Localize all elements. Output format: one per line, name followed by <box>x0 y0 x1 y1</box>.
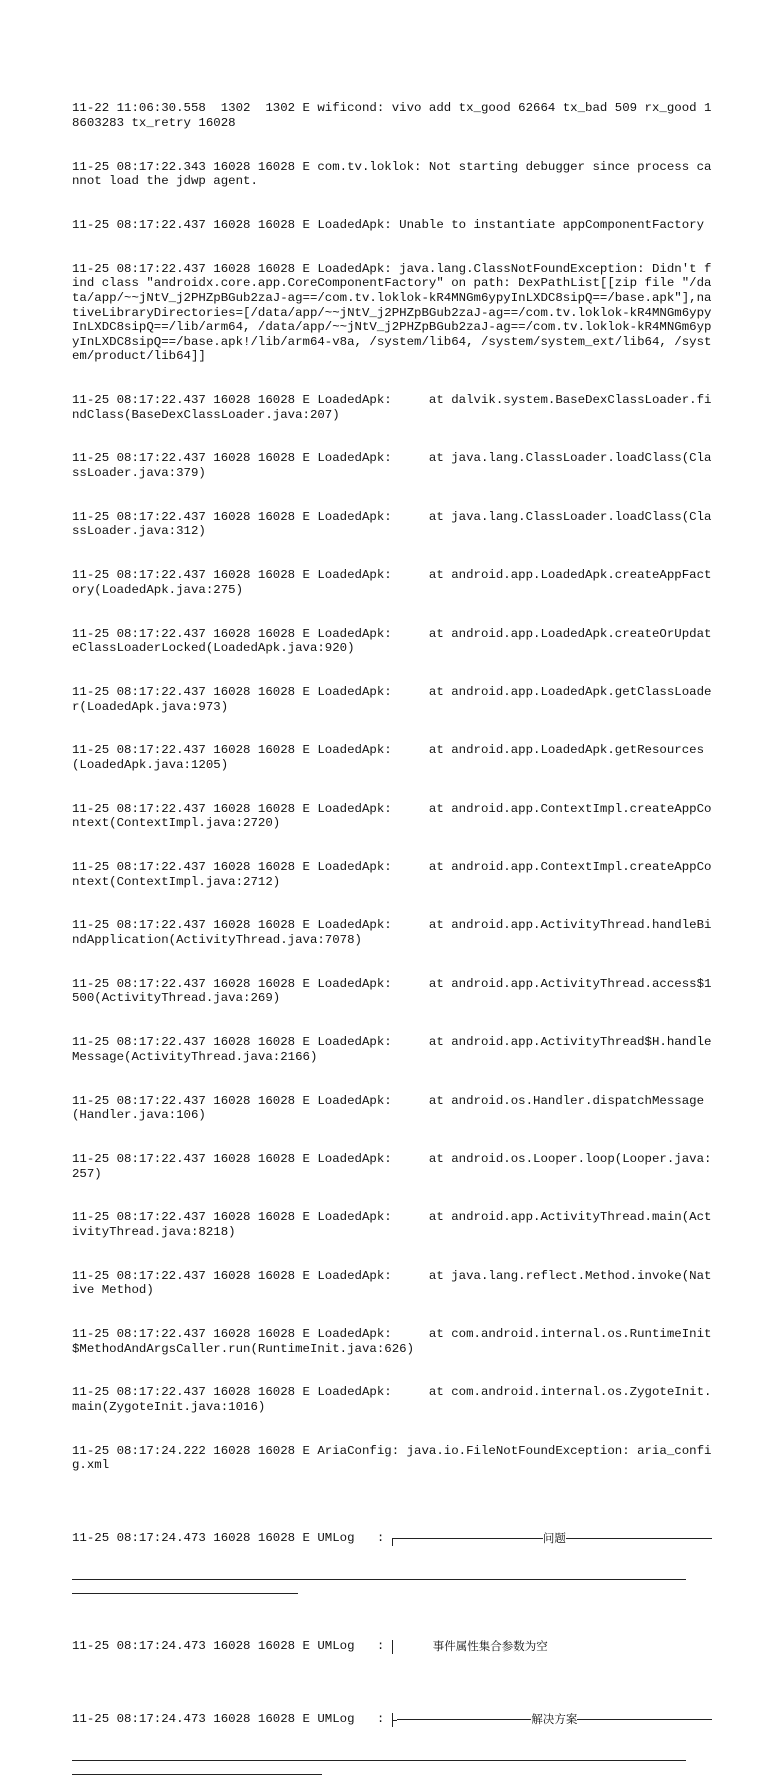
log-entry: 11-25 08:17:22.437 16028 16028 E LoadedApk: at android.app.LoadedApk.createOrUpdateClassLoaderLocked(LoadedApk.java:920) <box>72 626 712 656</box>
problem-label: 问题 <box>542 1531 566 1546</box>
log-entry: 11-25 08:17:22.437 16028 16028 E LoadedApk: at android.app.ActivityThread.main(ActivityThread.java:8218) <box>72 1210 712 1239</box>
box-vertical-glyph <box>392 1640 393 1654</box>
log-entry: 11-25 08:17:22.437 16028 16028 E LoadedApk: at android.app.ActivityThread$H.handleMessage(ActivityThread.java:2166) <box>72 1035 712 1064</box>
log-entry: 11-25 08:17:22.437 16028 16028 E LoadedApk: at java.lang.reflect.Method.invoke(Native Method) <box>72 1268 712 1298</box>
umlog-prefix: 11-25 08:17:24.473 16028 16028 E UMLog : <box>72 1531 392 1546</box>
log-entry: 11-25 08:17:22.437 16028 16028 E LoadedApk: at android.app.LoadedApk.createAppFactory(LoadedApk.java:275) <box>72 568 712 597</box>
separator-line <box>72 1760 686 1761</box>
log-entry: 11-25 08:17:24.222 16028 16028 E AriaConfig: java.io.FileNotFoundException: aria_config.xml <box>72 1443 712 1473</box>
solution-label: 解决方案 <box>531 1712 578 1727</box>
log-entry: 11-25 08:17:22.343 16028 16028 E com.tv.loklok: Not starting debugger since process cannot load the jdwp agent. <box>72 159 712 189</box>
log-entry: 11-25 08:17:22.437 16028 16028 E LoadedApk: Unable to instantiate appComponentFactory <box>72 217 705 232</box>
log-entry: 11-25 08:17:22.437 16028 16028 E LoadedApk: at android.os.Handler.dispatchMessage(Handler.java:106) <box>72 1093 705 1123</box>
log-entry: 11-25 08:17:22.437 16028 16028 E LoadedApk: at android.app.ContextImpl.createAppContext(ContextImpl.java:2720) <box>72 801 712 831</box>
umlog-message-row <box>72 1610 712 1683</box>
umlog-message: 事件属性集合参数为空 <box>432 1639 548 1654</box>
separator-line <box>72 1579 686 1580</box>
umlog-solution-header <box>72 1683 712 1756</box>
log-entry: 11-25 08:17:22.437 16028 16028 E LoadedApk: at android.app.ActivityThread.handleBindApplication(ActivityThread.java:7078) <box>72 918 712 948</box>
log-entry: 11-25 08:17:22.437 16028 16028 E LoadedApk: at com.android.internal.os.ZygoteInit.main(ZygoteInit.java:1016) <box>72 1385 712 1415</box>
log-entry: 11-22 11:06:30.558 1302 1302 E wificond: vivo add tx_good 62664 tx_bad 509 rx_good 18603283 tx_retry 16028 <box>72 101 712 130</box>
log-entry: 11-25 08:17:22.437 16028 16028 E LoadedApk: at android.app.ActivityThread.access$1500(ActivityThread.java:269) <box>72 976 712 1006</box>
umlog-prefix: 11-25 08:17:24.473 16028 16028 E UMLog : <box>72 1639 392 1654</box>
log-entry: 11-25 08:17:22.437 16028 16028 E LoadedApk: java.lang.ClassNotFoundException: Didn't find class "androidx.core.app.CoreComponentFactory" on path: DexPathList[[zip file "/data/app/~~jNtV_j2PHZpBGub2zaJ-ag==/com.tv.loklok-kR4MNGm6ypyInLXDC8sipQ==/base.apk"],nativeLibraryDirectories=[/data/app/~~jNtV_j2PHZpBGub2zaJ-ag==/com.tv.loklok-kR4MNGm6ypyInLXDC8sipQ==/lib/arm64, /data/app/~~jNtV_j2PHZpBGub2zaJ-ag==/com.tv.loklok-kR4MNGm6ypyInLXDC8sipQ==/base.apk!/lib/arm64-v8a, /system/lib64, /system/system_ext/lib64, /system/product/lib64]] <box>72 261 712 364</box>
log-entry: 11-25 08:17:22.437 16028 16028 E LoadedApk: at android.app.LoadedApk.getClassLoader(LoadedApk.java:973) <box>72 684 712 714</box>
log-entry: 11-25 08:17:22.437 16028 16028 E LoadedApk: at android.app.ContextImpl.createAppContext(ContextImpl.java:2712) <box>72 860 712 889</box>
log-entry: 11-25 08:17:22.437 16028 16028 E LoadedApk: at java.lang.ClassLoader.loadClass(ClassLoader.java:379) <box>72 451 712 481</box>
log-entry: 11-25 08:17:22.437 16028 16028 E LoadedApk: at android.app.LoadedApk.getResources(LoadedApk.java:1205) <box>72 743 705 772</box>
box-corner-glyph <box>392 1538 397 1546</box>
log-entry: 11-25 08:17:22.437 16028 16028 E LoadedApk: at dalvik.system.BaseDexClassLoader.findClass(BaseDexClassLoader.java:207) <box>72 393 712 422</box>
umlog-problem-header <box>72 1502 712 1575</box>
box-tee-glyph <box>392 1713 397 1727</box>
log-entry: 11-25 08:17:22.437 16028 16028 E LoadedApk: at java.lang.ClassLoader.loadClass(ClassLoader.java:312) <box>72 509 712 539</box>
umlog-prefix: 11-25 08:17:24.473 16028 16028 E UMLog : <box>72 1712 392 1727</box>
log-lines <box>72 72 712 1502</box>
log-entry: 11-25 08:17:22.437 16028 16028 E LoadedApk: at com.android.internal.os.RuntimeInit$MethodAndArgsCaller.run(RuntimeInit.java:626) <box>72 1327 712 1356</box>
log-document <box>72 72 712 1775</box>
log-entry: 11-25 08:17:22.437 16028 16028 E LoadedApk: at android.os.Looper.loop(Looper.java:257) <box>72 1151 712 1181</box>
